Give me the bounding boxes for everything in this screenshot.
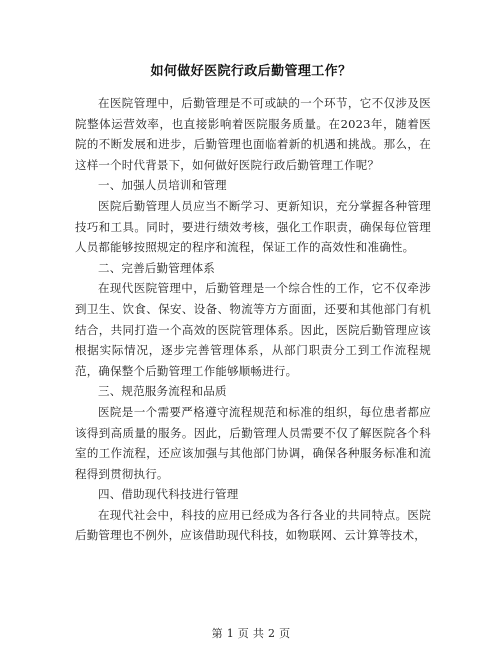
section-heading-2: 二、完善后勤管理体系 [98,260,215,275]
document-body [75,93,431,546]
paragraph-section-2: 在现代医院管理中，后勤管理是一个综合性的工作，它不仅牵涉到卫生、饮食、保安、设备、物流等方方面面，还要和其他部门有机结合，共同打造一个高效的医院管理体系。因此，医院后勤管理应该根据实际情况，逐步完善管理体系，从部门职责分工到工作流程规范，确保整个后勤管理工作能够顺畅进行。 [75,281,431,378]
document-title: 如何做好医院行政后勤管理工作？ [150,64,352,79]
paragraph-intro: 在医院管理中，后勤管理是不可或缺的一个环节，它不仅涉及医院整体运营效率，也直接影响着医院服务质量。在2023年，随着医院的不断发展和进步，后勤管理也面临着新的机遇和挑战。那么，在这样一个时代背景下，如何做好医院行政后勤管理工作呢？ [75,96,431,172]
paragraph-section-3: 医院是一个需要严格遵守流程规范和标准的组织，每位患者都应该得到高质量的服务。因此，后勤管理人员需要不仅了解医院各个科室的工作流程，还应该加强与其他部门协调，确保各种服务标准和流程得到贯彻执行。 [75,404,431,481]
paragraph-section-4: 在现代社会中，科技的应用已经成为各行各业的共同特点。医院后勤管理也不例外，应该借助现代科技，如物联网、云计算等技术， [75,507,431,543]
section-heading-1: 一、加强人员培训和管理 [98,178,227,193]
paragraph-section-1: 医院后勤管理人员应当不断学习、更新知识，充分掌握各种管理技巧和工具。同时，要进行绩效考核，强化工作职责，确保每位管理人员都能够按照规定的程序和流程，保证工作的高效性和准确性。 [75,198,431,255]
page-number-footer: 第 1 页 共 2 页 [211,627,291,640]
section-heading-4: 四、借助现代科技进行管理 [98,487,239,502]
section-heading-3: 三、规范服务流程和品质 [98,384,227,399]
